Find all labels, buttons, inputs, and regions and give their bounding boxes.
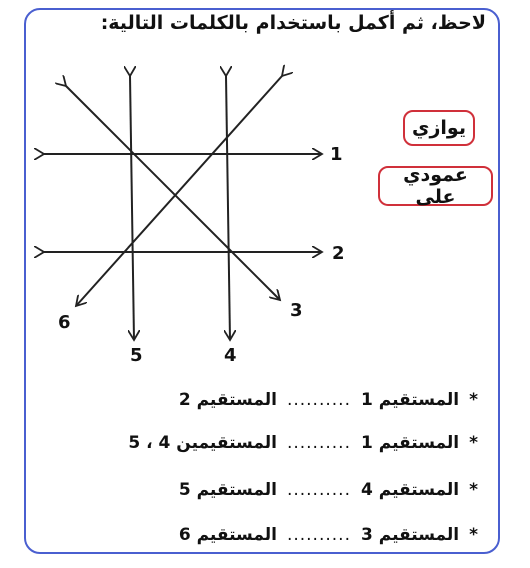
line-label-1: 1 (330, 144, 343, 165)
statement-bullet: * (469, 480, 478, 500)
statement-left: المستقيم 4 (360, 480, 460, 500)
line-label-4: 4 (224, 345, 237, 366)
statement-left: المستقيم 1 (360, 390, 460, 410)
statement-right: المستقيم 6 (178, 525, 277, 545)
word-bank-perpendicular: عمودي على (378, 166, 493, 206)
answer-blank[interactable]: .......... (286, 480, 351, 500)
line-label-3: 3 (290, 300, 303, 321)
line-3 (66, 86, 280, 300)
statement-3 (179, 480, 478, 500)
answer-blank[interactable]: .......... (286, 390, 351, 410)
statement-2 (128, 433, 478, 453)
answer-blank[interactable]: .......... (286, 525, 351, 545)
statement-bullet: * (469, 433, 478, 453)
line-5 (130, 76, 134, 340)
line-label-2: 2 (332, 243, 345, 264)
statement-right: المستقيم 5 (178, 480, 277, 500)
statement-right: المستقيم 2 (178, 390, 277, 410)
statement-left: المستقيم 3 (360, 525, 460, 545)
statement-right: المستقيمين 4 ، 5 (128, 433, 277, 453)
statement-4 (179, 525, 478, 545)
statement-left: المستقيم 1 (360, 433, 460, 453)
worksheet-title: لاحظ، ثم أكمل باستخدام بالكلمات التالية: (100, 12, 486, 34)
statement-bullet: * (469, 525, 478, 545)
line-4 (226, 76, 230, 340)
word-bank-parallel: يوازي (403, 110, 475, 146)
answer-blank[interactable]: .......... (286, 433, 351, 453)
statement-bullet: * (469, 390, 478, 410)
line-label-5: 5 (130, 345, 143, 366)
statement-1 (179, 390, 478, 410)
line-label-6: 6 (58, 312, 71, 333)
